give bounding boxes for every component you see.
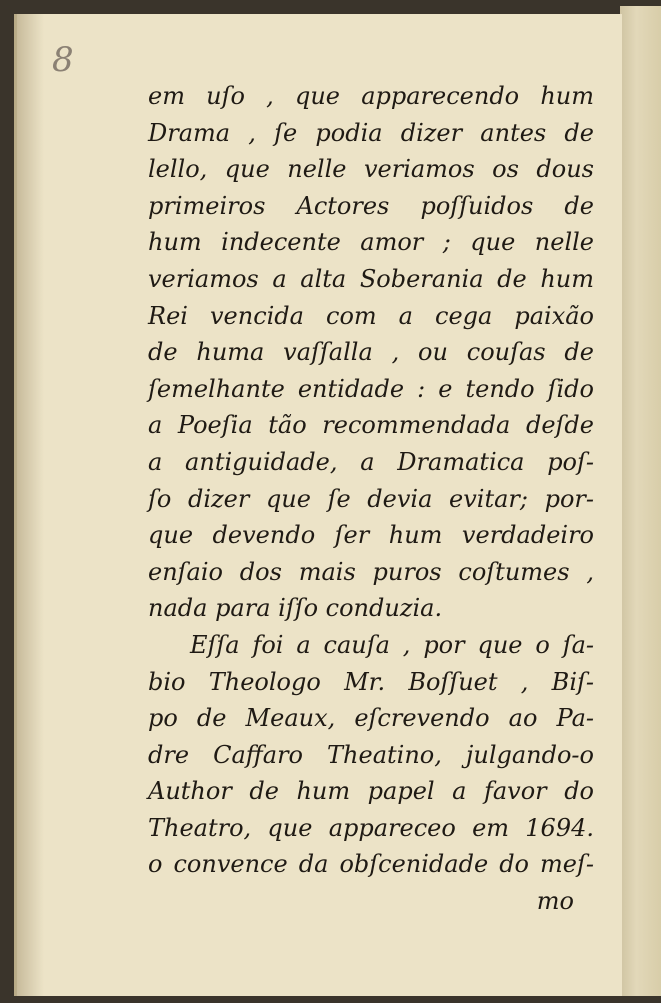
text-line: dre Caffaro Theatino, julgando-o <box>148 740 594 769</box>
text-line: o convence da obſcenidade do meſ- <box>148 850 594 879</box>
text-line: Rei vencida com a cega paixão <box>148 301 594 330</box>
text-line: que devendo ſer hum verdadeiro <box>148 521 594 550</box>
gutter-shadow <box>14 14 44 996</box>
body-text <box>148 78 594 920</box>
text-line: a antiguidade, a Dramatica poſ- <box>148 447 594 476</box>
text-line: em uſo , que apparecendo hum <box>148 82 594 110</box>
text-line: veriamos a alta Soberania de hum <box>148 264 594 293</box>
next-page-edge <box>620 6 661 996</box>
page-number: 8 <box>52 40 74 80</box>
text-line: Author de hum papel a favor do <box>148 777 594 806</box>
text-line: Theatro, que appareceo em 1694. <box>148 813 594 842</box>
text-line: hum indecente amor ; que nelle <box>148 228 594 257</box>
text-line: nada para iſſo conduzia. <box>148 594 443 623</box>
text-line: primeiros Actores poſſuidos de <box>148 191 594 220</box>
text-line: de huma vaſſalla , ou couſas de <box>148 338 594 367</box>
text-line: bio Theologo Mr. Boſſuet , Biſ- <box>148 667 594 696</box>
text-line: ſemelhante entidade : e tendo ſido <box>148 374 594 403</box>
catchword: mo <box>536 887 574 916</box>
text-line: a Poeſia tão recommendada deſde <box>148 411 594 440</box>
text-line: lello, que nelle veriamos os dous <box>148 155 594 184</box>
text-line: ſo dizer que ſe devia evitar; por- <box>148 484 594 513</box>
text-line: po de Meaux, eſcrevendo ao Pa- <box>148 704 594 733</box>
text-line: Drama , ſe podia dizer antes de <box>148 118 594 147</box>
text-line: enſaio dos mais puros coſtumes , <box>148 557 594 586</box>
paragraph-start-line: Eſſa foi a cauſa , por que o ſa- <box>190 630 594 659</box>
